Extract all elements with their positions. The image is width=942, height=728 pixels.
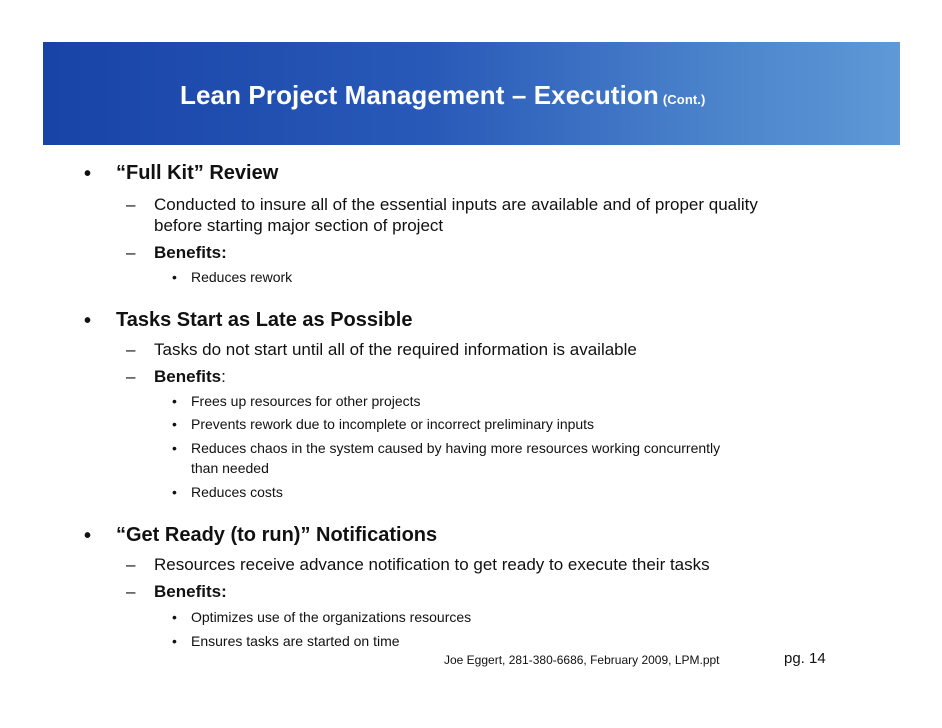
section-heading-get-ready: “Get Ready (to run)” Notifications bbox=[116, 524, 438, 546]
footer-text: Joe Eggert, 281-380-6686, February 2009, LPM.ppt bbox=[444, 653, 720, 667]
sub-sub-bullet: • bbox=[172, 269, 177, 285]
section-bullet: • bbox=[84, 163, 92, 185]
sub-sub-bullet: • bbox=[172, 416, 177, 432]
sub-bullet: – bbox=[126, 195, 136, 214]
sub-bullet: – bbox=[126, 340, 136, 359]
section-heading-full-kit: “Full Kit” Review bbox=[116, 162, 279, 184]
sub-bullet: – bbox=[126, 243, 136, 262]
tasks-late-benefits-colon: : bbox=[221, 367, 226, 386]
section-bullet: • bbox=[84, 310, 92, 332]
slide-title-text: Lean Project Management – Execution bbox=[180, 80, 659, 110]
tasks-late-benefit-1: Frees up resources for other projects bbox=[191, 393, 421, 409]
get-ready-benefit-2: Ensures tasks are started on time bbox=[191, 633, 400, 649]
slide-title-suffix: (Cont.) bbox=[662, 92, 706, 107]
get-ready-point: Resources receive advance notification to get ready to execute their tasks bbox=[154, 555, 710, 574]
tasks-late-benefit-3-line-2: than needed bbox=[191, 460, 269, 476]
sub-sub-bullet: • bbox=[172, 440, 177, 456]
sub-sub-bullet: • bbox=[172, 633, 177, 649]
tasks-late-benefit-4: Reduces costs bbox=[191, 484, 283, 500]
section-heading-tasks-late: Tasks Start as Late as Possible bbox=[116, 309, 413, 331]
tasks-late-benefit-3-line-1: Reduces chaos in the system caused by having more resources working concurrently bbox=[191, 440, 721, 456]
get-ready-benefits-label: Benefits: bbox=[154, 582, 227, 601]
full-kit-benefit-1: Reduces rework bbox=[191, 269, 293, 285]
full-kit-benefits-label: Benefits: bbox=[154, 243, 227, 262]
full-kit-point-line-2: before starting major section of project bbox=[154, 216, 444, 235]
sub-sub-bullet: • bbox=[172, 609, 177, 625]
sub-sub-bullet: • bbox=[172, 484, 177, 500]
tasks-late-point: Tasks do not start until all of the required information is available bbox=[154, 340, 637, 359]
tasks-late-benefits-label bbox=[154, 366, 226, 387]
section-bullet: • bbox=[84, 525, 92, 547]
slide-title bbox=[180, 80, 705, 115]
sub-sub-bullet: • bbox=[172, 393, 177, 409]
sub-bullet: – bbox=[126, 582, 136, 601]
sub-bullet: – bbox=[126, 555, 136, 574]
tasks-late-benefits-word: Benefits bbox=[154, 367, 222, 386]
tasks-late-benefit-2: Prevents rework due to incomplete or incorrect preliminary inputs bbox=[191, 416, 595, 432]
title-banner bbox=[43, 42, 900, 145]
sub-bullet: – bbox=[126, 367, 136, 386]
page-number: pg. 14 bbox=[784, 650, 826, 667]
full-kit-point-line-1: Conducted to insure all of the essential inputs are available and of proper quality bbox=[154, 195, 758, 214]
get-ready-benefit-1: Optimizes use of the organizations resources bbox=[191, 609, 472, 625]
